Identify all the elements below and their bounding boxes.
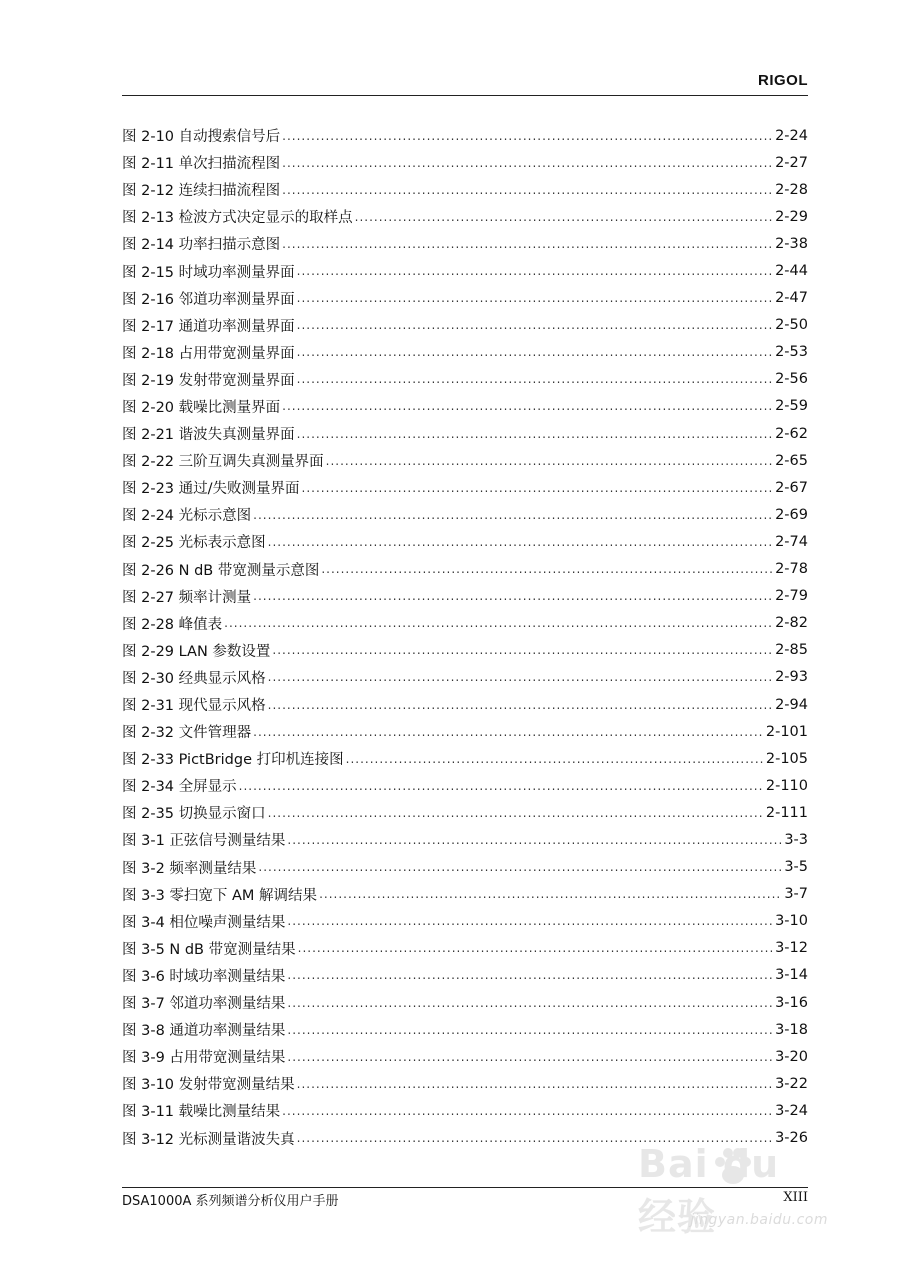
toc-entry-label: 图 2-21 谐波失真测量界面 — [122, 427, 295, 444]
toc-dot-leader — [282, 397, 773, 415]
toc-entry-page: 2-24 — [775, 127, 808, 144]
toc-row[interactable] — [122, 501, 808, 528]
toc-dot-leader — [297, 262, 773, 280]
toc-row[interactable] — [122, 745, 808, 772]
toc-entry-page: 2-47 — [775, 290, 808, 307]
toc-dot-leader — [272, 641, 773, 659]
toc-entry-page: 2-53 — [775, 344, 808, 361]
toc-entry-page: 2-29 — [775, 208, 808, 225]
toc-entry-page: 2-62 — [775, 425, 808, 442]
toc-row[interactable] — [122, 420, 808, 447]
toc-row[interactable] — [122, 664, 808, 691]
toc-entry-page: 3-18 — [775, 1021, 808, 1038]
toc-entry-label: 图 2-22 三阶互调失真测量界面 — [122, 454, 324, 471]
toc-dot-leader — [355, 208, 773, 226]
toc-row[interactable] — [122, 637, 808, 664]
toc-dot-leader — [287, 1021, 773, 1039]
toc-dot-leader — [239, 777, 764, 795]
toc-entry-page: 3-20 — [775, 1048, 808, 1065]
toc-row[interactable] — [122, 285, 808, 312]
toc-row[interactable] — [122, 1097, 808, 1124]
toc-entry-page: 2-67 — [775, 479, 808, 496]
toc-entry-page: 2-38 — [775, 235, 808, 252]
toc-entry-label: 图 2-23 通过/失败测量界面 — [122, 481, 300, 498]
toc-dot-leader — [297, 370, 773, 388]
toc-entry-label: 图 3-11 载噪比测量结果 — [122, 1104, 281, 1121]
toc-entry-page: 2-79 — [775, 588, 808, 605]
toc-entry-page: 2-111 — [765, 804, 808, 821]
toc-row[interactable] — [122, 1016, 808, 1043]
toc-entry-page: 2-93 — [775, 669, 808, 686]
toc-row[interactable] — [122, 854, 808, 881]
toc-dot-leader — [287, 994, 773, 1012]
toc-dot-leader — [287, 966, 773, 984]
toc-row[interactable] — [122, 149, 808, 176]
toc-entry-label: 图 2-13 检波方式决定显示的取样点 — [122, 210, 353, 227]
toc-dot-leader — [287, 1048, 773, 1066]
toc-row[interactable] — [122, 312, 808, 339]
toc-row[interactable] — [122, 230, 808, 257]
toc-entry-label: 图 2-27 频率计测量 — [122, 589, 252, 606]
toc-row[interactable] — [122, 176, 808, 203]
toc-dot-leader — [253, 587, 773, 605]
toc-entry-label: 图 2-31 现代显示风格 — [122, 698, 266, 715]
toc-entry-label: 图 2-14 功率扫描示意图 — [122, 237, 281, 254]
toc-row[interactable] — [122, 962, 808, 989]
table-of-figures — [122, 122, 808, 1152]
toc-dot-leader — [282, 127, 773, 145]
toc-dot-leader — [297, 343, 773, 361]
toc-entry-label: 图 2-33 PictBridge 打印机连接图 — [122, 752, 344, 769]
watermark-url: jingyan.baidu.com — [690, 1212, 828, 1228]
watermark-logo: Bai du 经验 — [638, 1142, 780, 1239]
toc-entry-page: 2-85 — [775, 642, 808, 659]
toc-dot-leader — [268, 668, 773, 686]
toc-entry-page: 2-74 — [775, 533, 808, 550]
toc-row[interactable] — [122, 203, 808, 230]
footer-title: DSA1000A 系列频谱分析仪用户手册 — [122, 1194, 339, 1209]
toc-dot-leader — [321, 560, 773, 578]
toc-row[interactable] — [122, 718, 808, 745]
toc-row[interactable] — [122, 339, 808, 366]
toc-entry-label: 图 2-26 N dB 带宽测量示意图 — [122, 562, 320, 579]
toc-entry-page: 2-82 — [775, 615, 808, 632]
toc-entry-page: 3-24 — [775, 1102, 808, 1119]
toc-dot-leader — [287, 912, 773, 930]
toc-dot-leader — [258, 858, 782, 876]
toc-entry-label: 图 3-4 相位噪声测量结果 — [122, 914, 286, 931]
toc-entry-label: 图 2-35 切换显示窗口 — [122, 806, 266, 823]
toc-dot-leader — [253, 506, 773, 524]
toc-dot-leader — [282, 1102, 773, 1120]
toc-entry-label: 图 3-2 频率测量结果 — [122, 860, 257, 877]
toc-entry-page: 3-5 — [784, 859, 808, 876]
toc-entry-page: 2-94 — [775, 696, 808, 713]
toc-entry-page: 3-26 — [775, 1130, 808, 1147]
toc-entry-page: 3-14 — [775, 967, 808, 984]
toc-row[interactable] — [122, 772, 808, 799]
toc-entry-label: 图 2-15 时域功率测量界面 — [122, 264, 295, 281]
toc-entry-label: 图 3-5 N dB 带宽测量结果 — [122, 941, 296, 958]
toc-dot-leader — [253, 723, 764, 741]
toc-dot-leader — [224, 614, 773, 632]
toc-dot-leader — [319, 885, 782, 903]
toc-dot-leader — [268, 533, 773, 551]
header-rule — [122, 95, 808, 96]
toc-entry-page: 2-28 — [775, 181, 808, 198]
toc-entry-label: 图 3-12 光标测量谐波失真 — [122, 1131, 295, 1148]
toc-row[interactable] — [122, 1043, 808, 1070]
toc-row[interactable] — [122, 1070, 808, 1097]
toc-dot-leader — [297, 289, 773, 307]
toc-dot-leader — [287, 831, 782, 849]
toc-dot-leader — [282, 154, 773, 172]
toc-entry-page: 3-10 — [775, 913, 808, 930]
toc-entry-page: 3-7 — [784, 886, 808, 903]
toc-entry-page: 2-44 — [775, 263, 808, 280]
toc-entry-page: 3-16 — [775, 994, 808, 1011]
toc-entry-label: 图 2-12 连续扫描流程图 — [122, 183, 281, 200]
toc-entry-label: 图 3-8 通道功率测量结果 — [122, 1023, 286, 1040]
toc-row[interactable] — [122, 881, 808, 908]
toc-row[interactable] — [122, 393, 808, 420]
toc-dot-leader — [282, 235, 773, 253]
toc-row[interactable] — [122, 122, 808, 149]
toc-row[interactable] — [122, 799, 808, 826]
toc-entry-label: 图 2-19 发射带宽测量界面 — [122, 372, 295, 389]
toc-entry-label: 图 2-16 邻道功率测量界面 — [122, 291, 295, 308]
toc-dot-leader — [268, 804, 764, 822]
toc-entry-label: 图 3-3 零扫宽下 AM 解调结果 — [122, 887, 318, 904]
toc-entry-label: 图 3-9 占用带宽测量结果 — [122, 1050, 286, 1067]
toc-entry-label: 图 2-11 单次扫描流程图 — [122, 156, 281, 173]
footer-page-number: XIII — [783, 1190, 808, 1205]
toc-row[interactable] — [122, 989, 808, 1016]
toc-dot-leader — [297, 425, 773, 443]
toc-entry-label: 图 2-30 经典显示风格 — [122, 670, 266, 687]
toc-entry-label: 图 3-6 时域功率测量结果 — [122, 968, 286, 985]
toc-entry-page: 2-59 — [775, 398, 808, 415]
toc-row[interactable] — [122, 908, 808, 935]
toc-entry-label: 图 2-29 LAN 参数设置 — [122, 643, 271, 660]
toc-row[interactable] — [122, 474, 808, 501]
toc-dot-leader — [302, 479, 774, 497]
toc-entry-page: 3-3 — [784, 831, 808, 848]
toc-row[interactable] — [122, 447, 808, 474]
toc-entry-page: 2-50 — [775, 317, 808, 334]
toc-row[interactable] — [122, 691, 808, 718]
toc-entry-label: 图 2-24 光标示意图 — [122, 508, 252, 525]
toc-entry-page: 2-101 — [765, 723, 808, 740]
toc-dot-leader — [297, 316, 773, 334]
toc-row[interactable] — [122, 935, 808, 962]
toc-entry-page: 2-78 — [775, 561, 808, 578]
toc-entry-page: 2-110 — [765, 777, 808, 794]
toc-entry-page: 2-27 — [775, 154, 808, 171]
toc-entry-page: 2-69 — [775, 506, 808, 523]
toc-entry-label: 图 2-34 全屏显示 — [122, 779, 237, 796]
toc-row[interactable] — [122, 528, 808, 555]
toc-entry-page: 2-105 — [765, 750, 808, 767]
toc-entry-label: 图 3-1 正弦信号测量结果 — [122, 833, 286, 850]
toc-entry-label: 图 3-7 邻道功率测量结果 — [122, 996, 286, 1013]
toc-entry-label: 图 2-17 通道功率测量界面 — [122, 318, 295, 335]
toc-entry-label: 图 2-25 光标表示意图 — [122, 535, 266, 552]
toc-row[interactable] — [122, 257, 808, 284]
toc-dot-leader — [326, 452, 773, 470]
toc-row[interactable] — [122, 610, 808, 637]
toc-dot-leader — [282, 181, 773, 199]
toc-entry-label: 图 2-20 载噪比测量界面 — [122, 399, 281, 416]
toc-row[interactable] — [122, 583, 808, 610]
toc-row[interactable] — [122, 366, 808, 393]
toc-entry-page: 2-56 — [775, 371, 808, 388]
paw-icon — [708, 1142, 758, 1192]
toc-dot-leader — [268, 696, 773, 714]
toc-row[interactable] — [122, 826, 808, 853]
brand-logo-text: RIGOL — [758, 72, 808, 89]
toc-entry-label: 图 2-10 自动搜索信号后 — [122, 129, 281, 146]
toc-row[interactable] — [122, 556, 808, 583]
toc-entry-page: 2-65 — [775, 452, 808, 469]
toc-dot-leader — [298, 939, 773, 957]
toc-entry-label: 图 2-32 文件管理器 — [122, 725, 252, 742]
toc-dot-leader — [297, 1075, 773, 1093]
baidu-watermark — [638, 1142, 828, 1242]
toc-entry-page: 3-22 — [775, 1075, 808, 1092]
toc-dot-leader — [346, 750, 764, 768]
toc-entry-page: 3-12 — [775, 940, 808, 957]
toc-entry-label: 图 3-10 发射带宽测量结果 — [122, 1077, 295, 1094]
toc-entry-label: 图 2-28 峰值表 — [122, 616, 223, 633]
toc-entry-label: 图 2-18 占用带宽测量界面 — [122, 345, 295, 362]
